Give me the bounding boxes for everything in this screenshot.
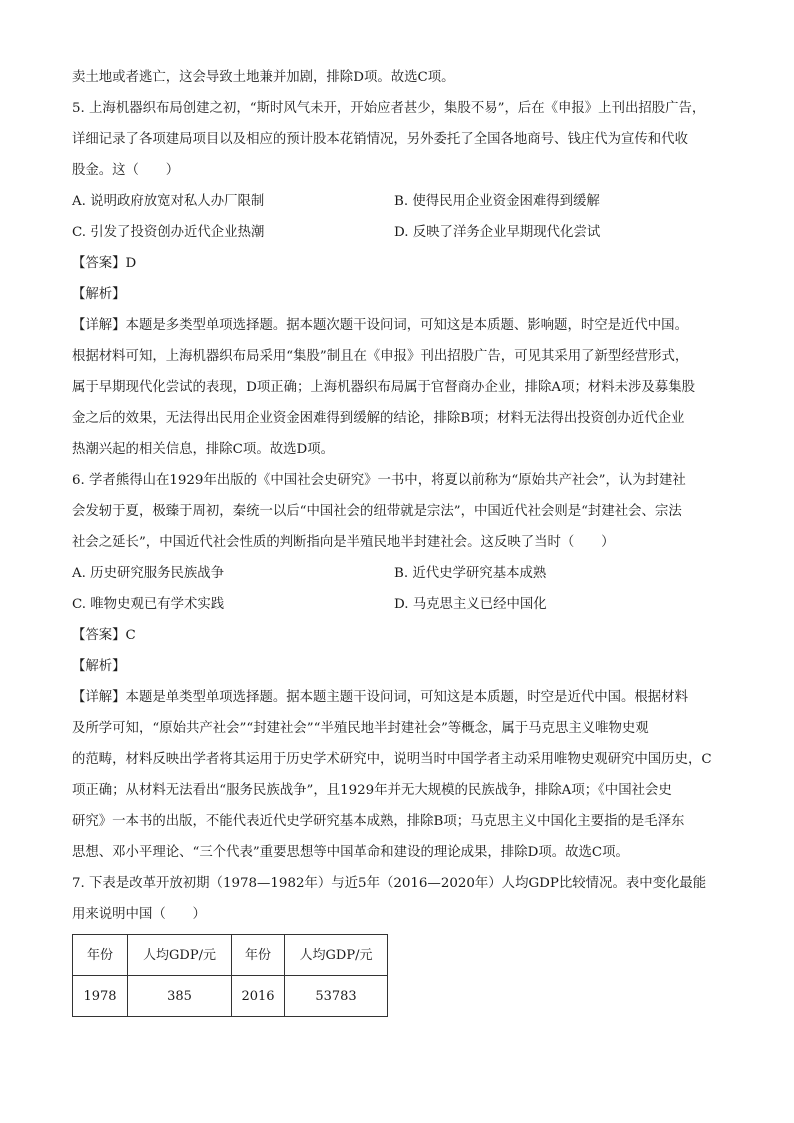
gdp-cell-value-2016: 53783 (285, 976, 388, 1017)
q5-detail-line-1: 【详解】本题是多类型单项选择题。据本题次题干设问词，可知这是本质题、影响题，时空是近代中国。 (72, 318, 688, 333)
q6-detail-line-4: 项正确；从材料无法看出“服务民族战争”，且1929年并无大规模的民族战争，排除A项；《中国社会史 (72, 783, 672, 798)
q6-options-row-2 (72, 589, 730, 620)
q5-option-c: C. 引发了投资创办近代企业热潮 (72, 225, 265, 240)
q5-stem-line-3: 股金。这（ ） (72, 163, 180, 178)
gdp-header-gdp-2: 人均GDP/元 (285, 935, 388, 976)
table-row (73, 976, 388, 1017)
gdp-cell-value-1978: 385 (128, 976, 232, 1017)
q6-detail-line-6: 思想、邓小平理论、“三个代表”重要思想等中国革命和建设的理论成果，排除D项。故选C项。 (72, 845, 629, 860)
gdp-header-gdp-1: 人均GDP/元 (128, 935, 232, 976)
q6-option-d: D. 马克思主义已经中国化 (394, 597, 547, 612)
q5-option-d: D. 反映了洋务企业早期现代化尝试 (394, 225, 601, 240)
q7-stem-line-1: 7. 下表是改革开放初期（1978—1982年）与近5年（2016—2020年）人均GDP比较情况。表中变化最能 (72, 876, 707, 891)
q5-options-row-2 (72, 217, 730, 248)
gdp-table-header-row (73, 935, 388, 976)
gdp-cell-year-1978: 1978 (73, 976, 128, 1017)
q5-analysis-label: 【解析】 (72, 287, 126, 302)
q6-detail-line-5: 研究》一本书的出版，不能代表近代史学研究基本成熟，排除B项；马克思主义中国化主要指的是毛泽东 (72, 814, 685, 829)
prev-analysis-tail: 卖土地或者逃亡，这会导致土地兼并加剧，排除D项。故选C项。 (72, 70, 455, 85)
q5-detail-line-3: 属于早期现代化尝试的表现，D项正确；上海机器织布局属于官督商办企业，排除A项；材料未涉及募集股 (72, 380, 695, 395)
q5-stem-line-2: 详细记录了各项建局项目以及相应的预计股本花销情况，另外委托了全国各地商号、钱庄代为宣传和代收 (72, 132, 688, 147)
q6-options-row-1 (72, 558, 730, 589)
q5-detail-line-5: 热潮兴起的相关信息，排除C项。故选D项。 (72, 442, 335, 457)
q6-detail-line-3: 的范畴，材料反映出学者将其运用于历史学术研究中，说明当时中国学者主动采用唯物史观研究中国历史，C (72, 752, 712, 767)
q6-answer: 【答案】C (72, 628, 136, 643)
q6-option-a: A. 历史研究服务民族战争 (72, 566, 225, 581)
q6-stem-line-1: 6. 学者熊得山在1929年出版的《中国社会史研究》一书中，将夏以前称为“原始共产社会”，认为封建社 (72, 473, 686, 488)
gdp-header-year-2: 年份 (232, 935, 285, 976)
q6-stem-line-3: 社会之延长”，中国近代社会性质的判断指向是半殖民地半封建社会。这反映了当时（ ） (72, 535, 615, 550)
q7-stem-line-2: 用来说明中国（ ） (72, 907, 206, 922)
gdp-header-year-1: 年份 (73, 935, 128, 976)
gdp-table (72, 934, 388, 1017)
q6-detail-line-2: 及所学可知，“原始共产社会”“封建社会”“半殖民地半封建社会”等概念，属于马克思主义唯物史观 (72, 721, 649, 736)
q5-detail-line-2: 根据材料可知，上海机器织布局采用“集股”制且在《申报》刊出招股广告，可见其采用了新型经营形式， (72, 349, 689, 364)
q6-option-b: B. 近代史学研究基本成熟 (394, 566, 547, 581)
q5-stem-line-1: 5. 上海机器织布局创建之初，“斯时风气未开，开始应者甚少，集股不易”，后在《申报》上刊出招股广告， (72, 101, 706, 116)
q5-answer: 【答案】D (72, 256, 137, 271)
question-7 (72, 868, 730, 1017)
q5-option-b: B. 使得民用企业资金困难得到缓解 (394, 194, 600, 209)
q5-option-a: A. 说明政府放宽对私人办厂限制 (72, 194, 265, 209)
question-6 (72, 465, 730, 868)
gdp-cell-year-2016: 2016 (232, 976, 285, 1017)
q5-detail-line-4: 金之后的效果，无法得出民用企业资金困难得到缓解的结论，排除B项；材料无法得出投资创办近代企业 (72, 411, 685, 426)
q5-options-row-1 (72, 186, 730, 217)
q6-stem-line-2: 会发轫于夏，极臻于周初，秦统一以后“中国社会的纽带就是宗法”，中国近代社会则是“封建社会、宗法 (72, 504, 682, 519)
q6-option-c: C. 唯物史观已有学术实践 (72, 597, 225, 612)
question-5 (72, 93, 730, 465)
q6-detail-line-1: 【详解】本题是单类型单项选择题。据本题主题干设问词，可知这是本质题，时空是近代中国。根据材料 (72, 690, 688, 705)
document-page (72, 62, 730, 1017)
q6-analysis-label: 【解析】 (72, 659, 126, 674)
